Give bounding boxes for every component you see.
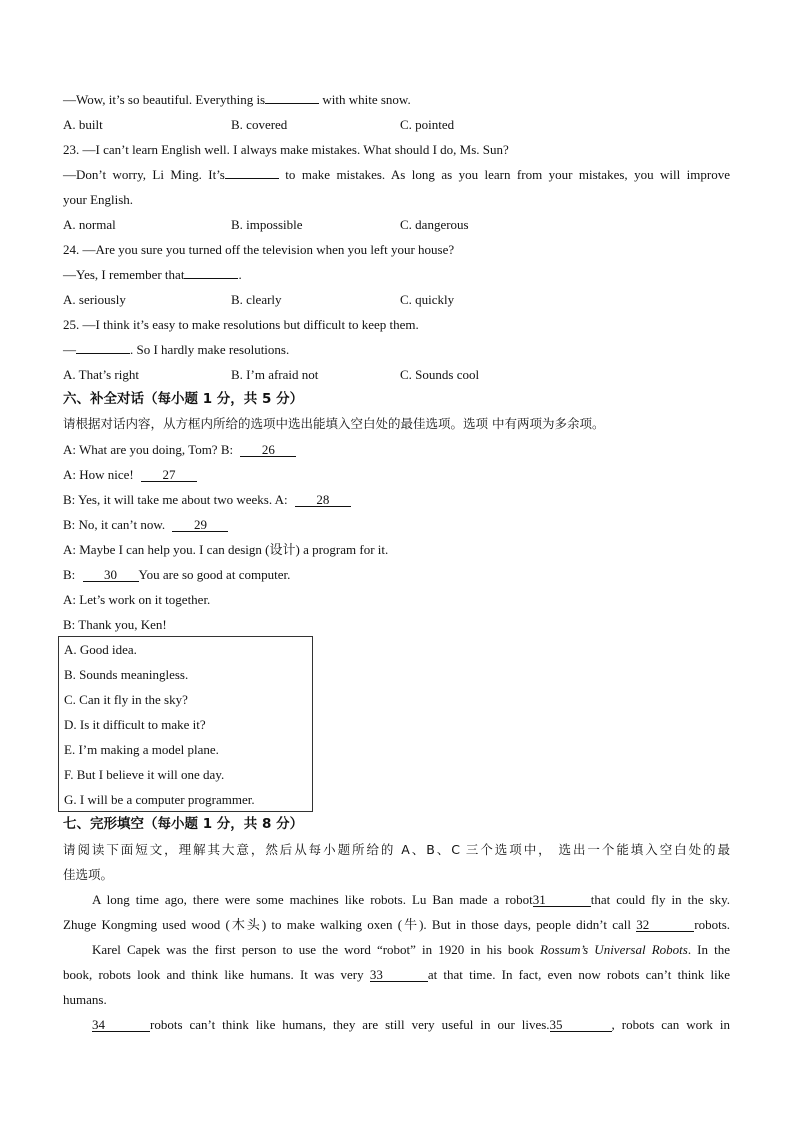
passage-line-5: humans. [63,992,107,1007]
box-option-d: D. Is it difficult to make it? [64,717,206,732]
section7-instruction: 请阅读下面短文，理解其大意，然后从每小题所给的 A、B、C 三个选项中， 选出一个能填入空白处的最 [63,842,730,857]
q22-blank [265,103,319,104]
q23-option-b: B. impossible [231,217,303,232]
section7-instruction-cont: 佳选项。 [63,867,114,882]
dialog-line-1: A: What are you doing, Tom? B: 26 [63,442,296,458]
dialog-line-3: B: Yes, it will take me about two weeks. A: 28 [63,492,351,508]
blank-27: 27 [141,468,197,482]
passage-line-1: A long time ago, there were some machines like robots. Lu Ban made a robot31 that could fly in the sky. [92,892,730,907]
q22-option-c: C. pointed [400,117,455,132]
blank-30: 30 [83,568,139,582]
q25-reply: — . So I hardly make resolutions. [63,342,290,357]
passage-line-4: book, robots look and think like humans. It was very 33 at that time. In fact, even now robots can’t think like [63,967,730,982]
blank-35: 35 [550,1018,612,1032]
q23-option-c: C. dangerous [400,217,469,232]
q24-reply: —Yes, I remember that . [63,267,242,282]
q25-option-c: C. Sounds cool [400,367,480,382]
dialog-line-5: A: Maybe I can help you. I can design (设计) a program for it. [63,542,389,557]
options-box [58,636,313,812]
box-option-g: G. I will be a computer programmer. [64,792,255,807]
blank-33: 33 [370,968,428,982]
q24-blank [184,278,238,279]
blank-34: 34 [92,1018,150,1032]
section7-heading: 七、完形填空（每小题 1 分，共 8 分） [63,816,304,832]
blank-29: 29 [172,518,228,532]
q24-question: 24. —Are you sure you turned off the television when you left your house? [63,242,455,257]
q23-reply-cont: your English. [63,192,134,207]
box-option-c: C. Can it fly in the sky? [64,692,188,707]
q25-question: 25. —I think it’s easy to make resolutions but difficult to keep them. [63,317,419,332]
blank-32: 32 [636,918,694,932]
q25-option-b: B. I’m afraid not [231,367,319,382]
blank-28: 28 [295,493,351,507]
q25-blank [76,353,130,354]
box-option-a: A. Good idea. [64,642,137,657]
q23-option-a: A. normal [63,217,116,232]
q24-option-c: C. quickly [400,292,455,307]
q23-blank [225,178,279,179]
box-option-e: E. I’m making a model plane. [64,742,219,757]
q23-question: 23. —I can’t learn English well. I always make mistakes. What should I do, Ms. Sun? [63,142,509,157]
dialog-line-2: A: How nice! 27 [63,467,197,483]
section6-heading: 六、补全对话（每小题 1 分，共 5 分） [63,391,304,407]
blank-31: 31 [533,893,591,907]
passage-line-6: 34 robots can’t think like humans, they are still very useful in our lives.35 , robots can work in [92,1017,731,1032]
q24-option-a: A. seriously [63,292,126,307]
box-option-b: B. Sounds meaningless. [64,667,189,682]
section6-instruction: 请根据对话内容，从方框内所给的选项中选出能填入空白处的最佳选项。选项 中有两项为多余项。 [63,416,605,431]
passage-line-2: Zhuge Kongming used wood (木头) to make walking oxen (牛). But in those days, people didn’t call 32 robots. [63,917,730,932]
q22-option-a: A. built [63,117,103,132]
q22-reply: —Wow, it’s so beautiful. Everything is with white snow. [63,92,411,107]
book-title: Rossum’s Universal Robots [540,942,688,957]
dialog-line-6: B: 30 You are so good at computer. [63,567,291,582]
blank-26: 26 [240,443,296,457]
dialog-line-4: B: No, it can’t now. 29 [63,517,228,533]
dialog-line-7: A: Let’s work on it together. [63,592,211,607]
box-option-f: F. But I believe it will one day. [64,767,225,782]
q23-reply: —Don’t worry, Li Ming. It’s to make mistakes. As long as you learn from your mistakes, you will improve [63,167,730,182]
q25-option-a: A. That’s right [63,367,139,382]
passage-line-3: Karel Capek was the first person to use the word “robot” in 1920 in his book Rossum’s Universal Robots. In the [92,942,731,957]
q24-option-b: B. clearly [231,292,282,307]
q22-option-b: B. covered [231,117,288,132]
dialog-line-8: B: Thank you, Ken! [63,617,167,632]
